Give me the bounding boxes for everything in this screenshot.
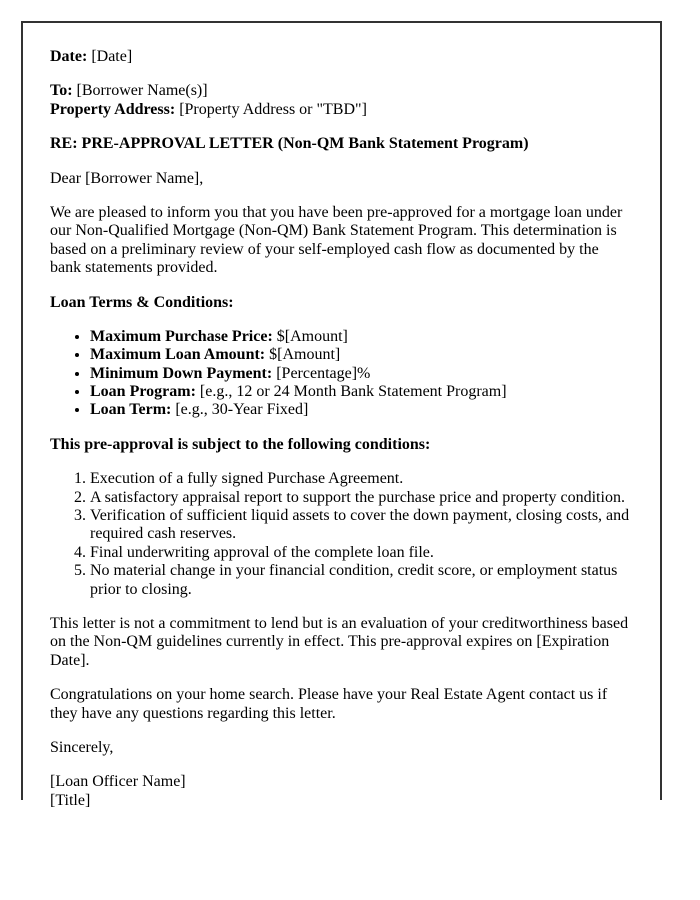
list-item: 2. A satisfactory appraisal report to support the purchase price and property condition. — [90, 489, 633, 507]
term-label: Maximum Loan Amount: — [90, 346, 266, 364]
term-value: [Percentage]% — [276, 364, 371, 382]
term-value: [e.g., 30-Year Fixed] — [175, 401, 309, 419]
intro-paragraph: We are pleased to inform you that you have been pre-approved for a mortgage loan under our Non-Qualified Mortgage (Non-QM) Bank Statement Program. This determination is based on a preliminary review of your self-employed cash flow as documented by the bank statements provided. — [50, 203, 623, 277]
terms-heading: Loan Terms & Conditions: — [50, 293, 234, 311]
salutation: Dear [Borrower Name], — [50, 169, 204, 187]
list-item: 1. Execution of a fully signed Purchase Agreement. — [90, 470, 633, 488]
property-address-label: Property Address: — [50, 100, 176, 118]
signoff: Sincerely, — [50, 738, 114, 756]
term-value: $[Amount] — [269, 346, 341, 364]
term-label: Loan Program: — [90, 383, 196, 401]
list-item — [90, 365, 633, 383]
date-line — [50, 48, 633, 66]
list-item — [90, 383, 633, 401]
term-label: Minimum Down Payment: — [90, 364, 273, 382]
subject-line: RE: PRE-APPROVAL LETTER (Non-QM Bank Statement Program) — [50, 135, 529, 153]
term-label: Maximum Purchase Price: — [90, 327, 273, 345]
property-address-value: [Property Address or "TBD"] — [179, 100, 367, 118]
list-item: 4. Final underwriting approval of the complete loan file. — [90, 544, 633, 562]
list-item: 3. Verification of sufficient liquid assets to cover the down payment, closing costs, and required cash reserves. — [90, 507, 633, 544]
officer-name: [Loan Officer Name] — [50, 773, 186, 791]
to-value: [Borrower Name(s)] — [76, 82, 208, 100]
closing-note-paragraph: Congratulations on your home search. Please have your Real Estate Agent contact us if they have any questions regarding this letter. — [50, 686, 608, 722]
conditions-list — [50, 470, 633, 599]
date-value: [Date] — [91, 48, 133, 65]
to-label: To: — [50, 82, 73, 100]
recipient-block — [50, 82, 633, 119]
list-item — [90, 328, 633, 346]
officer-title: [Title] — [50, 791, 91, 809]
term-value: $[Amount] — [276, 327, 348, 345]
letter-page — [21, 21, 662, 809]
loan-terms-list — [50, 328, 633, 420]
term-label: Loan Term: — [90, 401, 172, 419]
term-value: [e.g., 12 or 24 Month Bank Statement Program] — [199, 383, 507, 401]
date-label: Date: — [50, 48, 88, 65]
conditions-heading: This pre-approval is subject to the following conditions: — [50, 435, 431, 453]
list-item: 5. No material change in your financial condition, credit score, or employment status prior to closing. — [90, 562, 633, 599]
list-item — [90, 401, 633, 419]
disclaimer-paragraph: This letter is not a commitment to lend but is an evaluation of your creditworthiness based on the Non-QM guidelines currently in effect. This pre-approval expires on [Expiration Date]. — [50, 614, 629, 669]
signature-block — [50, 773, 633, 810]
list-item — [90, 346, 633, 364]
